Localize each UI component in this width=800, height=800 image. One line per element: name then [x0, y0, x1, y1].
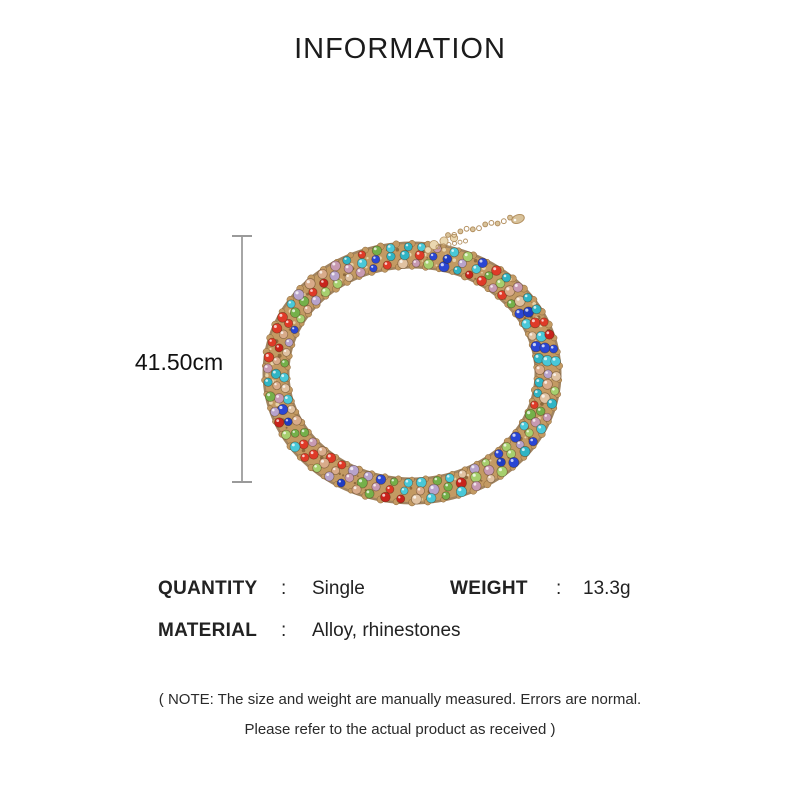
measure-cap-bottom: [232, 481, 252, 483]
spec-colon-weight: :: [556, 578, 562, 599]
spec-label-quantity: QUANTITY: [158, 578, 258, 599]
spec-value-material: Alloy, rhinestones: [312, 620, 461, 641]
note-line-2: Please refer to the actual product as received ): [244, 721, 556, 738]
spec-colon-material: :: [281, 620, 287, 641]
spec-label-weight: WEIGHT: [450, 578, 528, 599]
note-line-1: ( NOTE: The size and weight are manually measured. Errors are normal.: [158, 691, 642, 708]
page-title: INFORMATION: [294, 33, 506, 65]
measure-line: [241, 235, 243, 483]
necklace-photo: [252, 185, 572, 515]
spec-value-weight: 13.3g: [583, 578, 631, 599]
spec-colon-quantity: :: [281, 578, 287, 599]
spec-label-material: MATERIAL: [158, 620, 258, 641]
measure-value: 41.50cm: [134, 349, 224, 375]
measure-cap-top: [232, 235, 252, 237]
spec-value-quantity: Single: [312, 578, 365, 599]
